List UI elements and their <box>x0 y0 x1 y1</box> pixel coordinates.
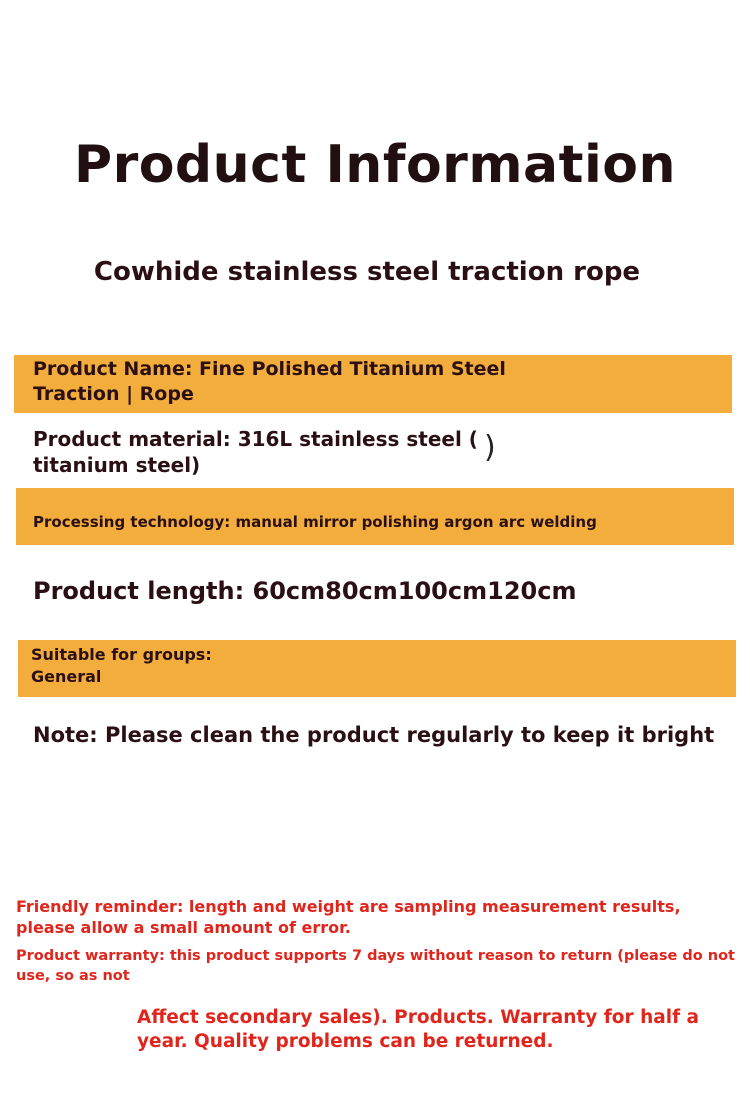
spec-material: Product material: 316L stainless steel ( titanium steel) <box>33 427 478 477</box>
spec-groups-value: General <box>31 667 102 686</box>
spec-groups-label: Suitable for groups: <box>31 645 212 664</box>
spec-note: Note: Please clean the product regularly to keep it bright <box>33 723 715 747</box>
material-paren-mark: ) <box>484 430 496 465</box>
spec-groups <box>31 644 212 688</box>
spec-length: Product length: 60cm80cm100cm120cm <box>33 577 577 605</box>
spec-product-name: Product Name: Fine Polished Titanium Steel Traction | Rope <box>33 358 506 405</box>
friendly-reminder: Friendly reminder: length and weight are sampling measurement results, please allow a small amount of error. <box>16 897 681 937</box>
page-subtitle: Cowhide stainless steel traction rope <box>93 257 641 287</box>
page-title: Product Information <box>73 135 677 195</box>
spec-technology: Processing technology: manual mirror polishing argon arc welding <box>33 513 597 531</box>
warranty-text-1: Product warranty: this product supports 7 days without reason to return (please do not use, so as not <box>16 948 735 984</box>
warranty-text-2: Affect secondary sales). Products. Warranty for half a year. Quality problems can be returned. <box>137 1007 700 1052</box>
